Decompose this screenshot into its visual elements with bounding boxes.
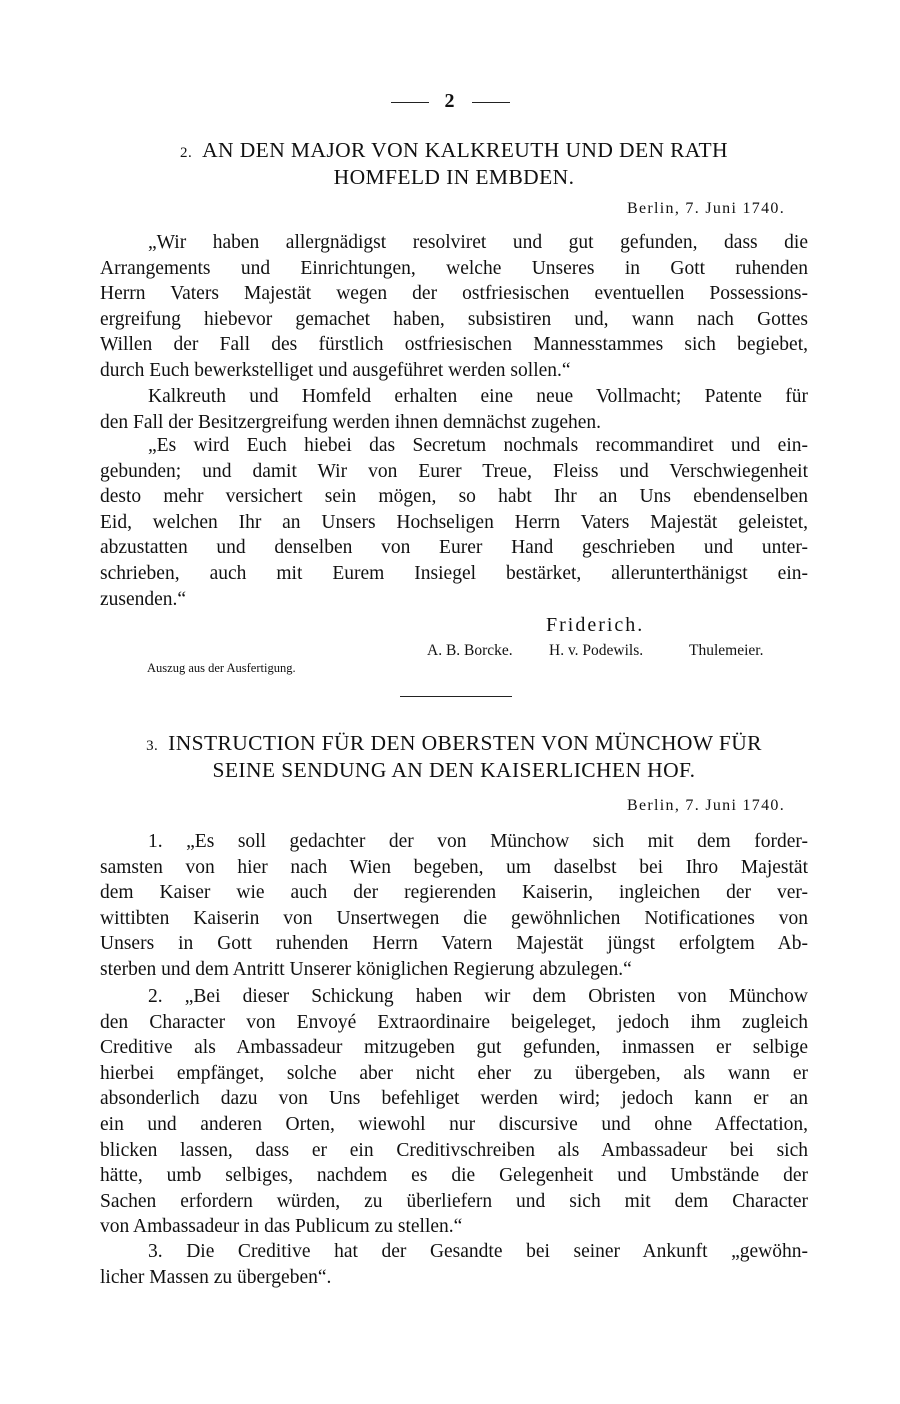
doc3-heading-line1 xyxy=(100,730,808,760)
text-line: Herrn Vaters Majestät wegen der ostfriesischen eventuellen Possessions- xyxy=(100,283,808,305)
text-line: hätte, umb selbiges, nachdem es die Gelegenheit und Umbstände der xyxy=(100,1165,808,1187)
page-number-dash-right xyxy=(472,102,510,103)
doc3-heading-text-1: INSTRUCTION FÜR DEN OBERSTEN VON MÜNCHOW FÜR xyxy=(168,731,762,755)
text-line: 2. „Bei dieser Schickung haben wir dem Obristen von Münchow xyxy=(148,986,808,1007)
text-line: Willen der Fall des fürstlich ostfriesischen Mannesstammes sich begiebet, xyxy=(100,334,808,356)
text-line: durch Euch bewerkstelliget und ausgeführet werden sollen.“ xyxy=(100,360,571,381)
text-line: ein und anderen Orten, wiewohl nur discursive und ohne Affectation, xyxy=(100,1114,808,1135)
text-line: den Fall der Besitzergreifung werden ihnen demnächst zugehen. xyxy=(100,411,602,433)
doc3-dateline: Berlin, 7. Juni 1740. xyxy=(627,797,785,814)
text-line: den Character von Envoyé Extraordinaire beigeleget, jedoch ihm zugleich xyxy=(100,1011,808,1033)
text-line: Unsers in Gott ruhenden Herrn Vatern Majestät jüngst erfolgtem Ab- xyxy=(100,933,808,955)
text-line: „Wir haben allergnädigst resolviret und gut gefunden, dass die xyxy=(148,232,808,253)
page-number-dash-left xyxy=(391,102,429,103)
doc2-cosigner: Thulemeier. xyxy=(689,642,764,659)
doc2-number: 2. xyxy=(180,145,193,161)
text-line: desto mehr versichert sein mögen, so habt Ihr an Uns ebendenselben xyxy=(100,486,808,508)
text-line: absonderlich dazu von Uns befehliget werden wird; jedoch kann er an xyxy=(100,1088,808,1110)
doc3-heading-line2: SEINE SENDUNG AN DEN KAISERLICHEN HOF. xyxy=(212,758,696,782)
doc3-number: 3. xyxy=(146,738,159,754)
text-line: blicken lassen, dass er ein Creditivschreiben als Ambassadeur bei sich xyxy=(100,1139,808,1161)
text-line: hierbei empfänget, solche aber nicht eher zu übergeben, als wann er xyxy=(100,1062,808,1084)
text-line: licher Massen zu übergeben“. xyxy=(100,1266,332,1288)
text-line: samsten von hier nach Wien begeben, um daselbst bei Ihro Majestät xyxy=(100,856,808,878)
doc2-cosigner: H. v. Podewils. xyxy=(549,642,644,659)
doc2-signature: Friderich. xyxy=(546,614,645,636)
text-line: Kalkreuth und Homfeld erhalten eine neue Vollmacht; Patente für xyxy=(148,386,808,407)
doc2-heading-line1 xyxy=(100,137,808,167)
page-number-text: 2 xyxy=(444,90,456,112)
text-line: dem Kaiser wie auch der regierenden Kaiserin, ingleichen der ver- xyxy=(100,882,808,904)
text-line: sterben und dem Antritt Unserer königlichen Regierung abzulegen.“ xyxy=(100,959,632,980)
text-line: gebunden; und damit Wir von Eurer Treue, Fleiss und Verschwiegenheit xyxy=(100,460,808,482)
page-number xyxy=(0,90,900,113)
doc2-heading-line2: HOMFELD IN EMBDEN. xyxy=(333,165,575,189)
doc2-heading-text-1: AN DEN MAJOR VON KALKREUTH UND DEN RATH xyxy=(202,138,728,162)
text-line: Eid, welchen Ihr an Unsers Hochseligen Herrn Vaters Majestät geleistet, xyxy=(100,511,808,533)
text-line: Arrangements und Einrichtungen, welche Unseres in Gott ruhenden xyxy=(100,257,808,279)
section-divider xyxy=(400,696,512,697)
text-line: Creditive als Ambassadeur mitzugeben gut gefunden, inmassen er selbige xyxy=(100,1037,808,1059)
text-line: zusenden.“ xyxy=(100,588,187,610)
text-line: abzustatten und denselben von Eurer Hand geschrieben und unter- xyxy=(100,537,808,559)
text-line: von Ambassadeur in das Publicum zu stellen.“ xyxy=(100,1216,463,1238)
text-line: „Es wird Euch hiebei das Secretum nochmals recommandiret und ein- xyxy=(148,435,808,456)
text-line: Sachen erfordern würden, zu überliefern und sich mit dem Character xyxy=(100,1190,808,1212)
text-line: 3. Die Creditive hat der Gesandte bei seiner Ankunft „gewöhn- xyxy=(148,1241,808,1262)
doc2-dateline: Berlin, 7. Juni 1740. xyxy=(627,200,785,217)
doc2-source-note: Auszug aus der Ausfertigung. xyxy=(147,661,296,675)
text-line: schrieben, auch mit Eurem Insiegel bestärket, allerunterthänigst ein- xyxy=(100,563,808,584)
doc2-cosigner: A. B. Borcke. xyxy=(427,642,513,659)
text-line: 1. „Es soll gedachter der von Münchow sich mit dem forder- xyxy=(148,831,808,852)
text-line: ergreifung hiebevor gemachet haben, subsistiren und, wann nach Gottes xyxy=(100,308,808,330)
text-line: wittibten Kaiserin von Unsertwegen die gewöhnlichen Notificationes von xyxy=(100,907,808,929)
